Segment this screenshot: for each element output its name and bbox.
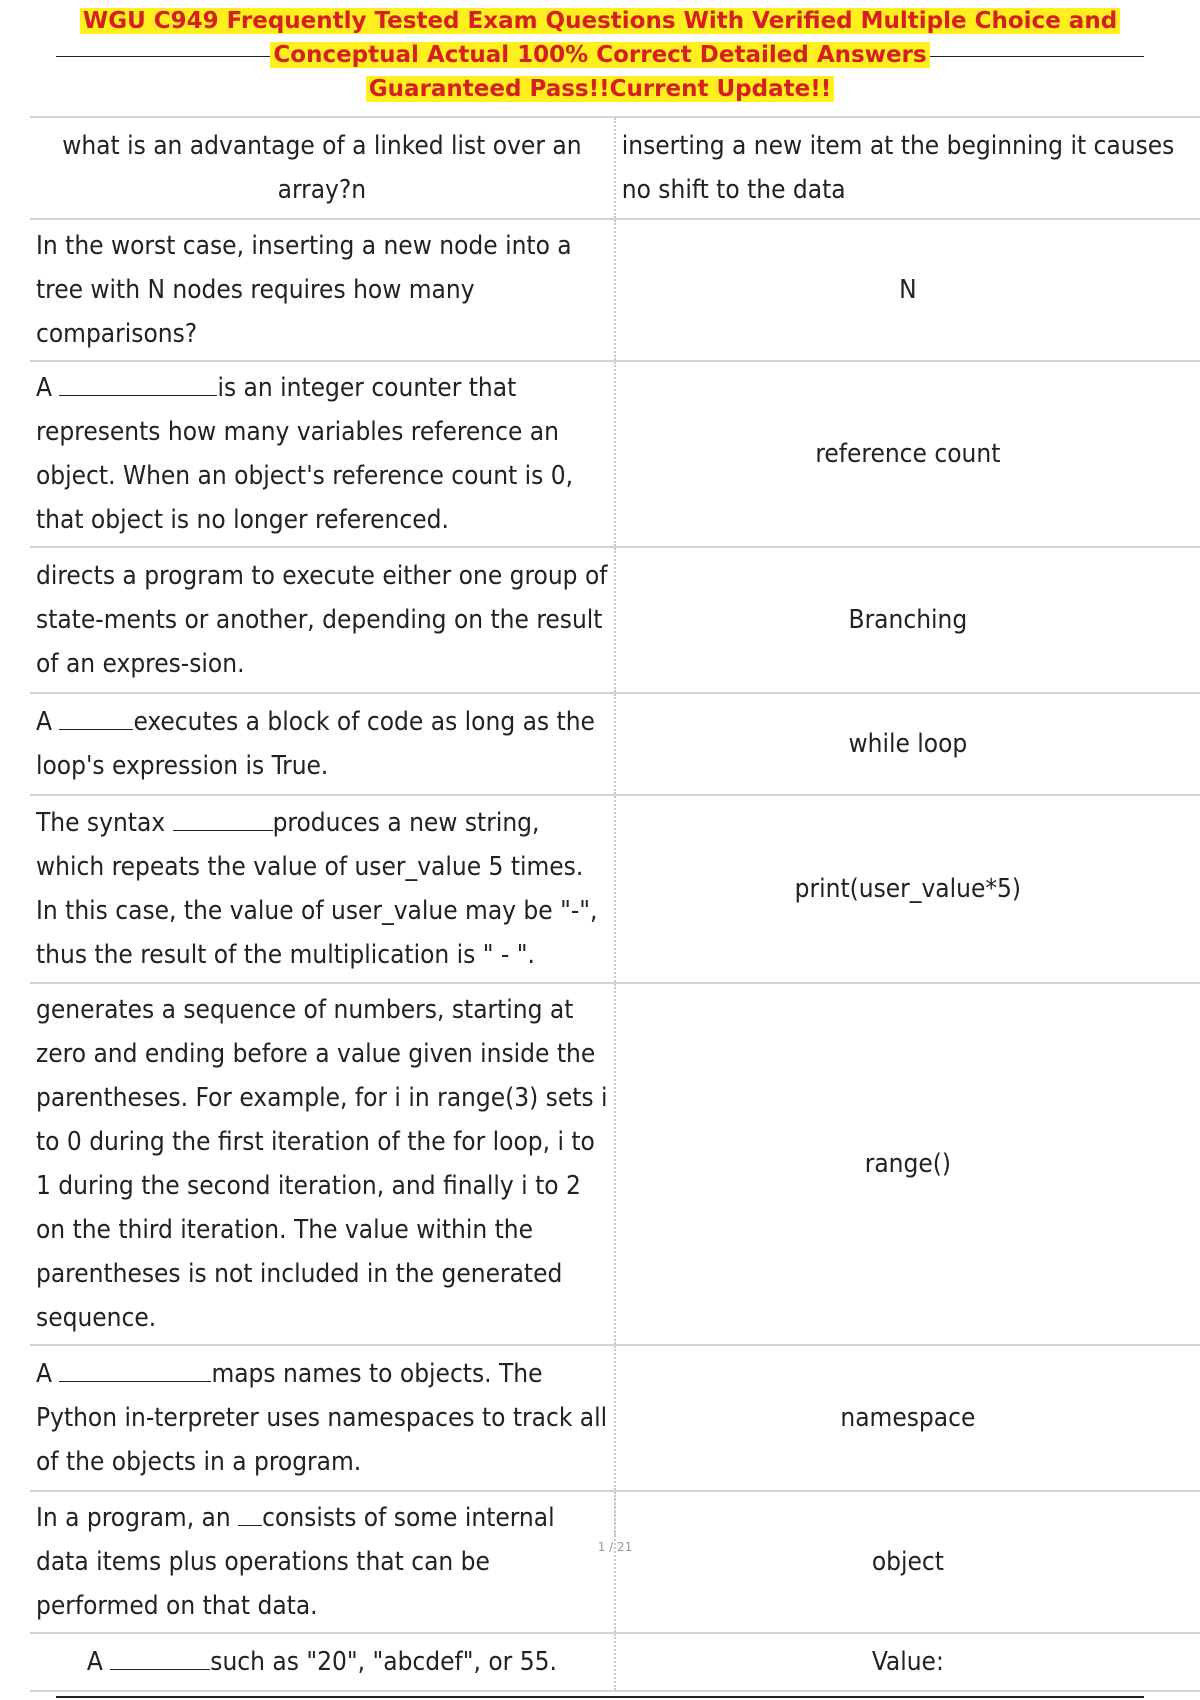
answer-cell bbox=[615, 1491, 1200, 1633]
qa-table bbox=[30, 116, 1200, 1692]
question-cell bbox=[30, 795, 615, 983]
title-line-3 bbox=[0, 72, 1200, 106]
question-text-start: The syntax bbox=[36, 808, 166, 838]
question-cell bbox=[30, 219, 615, 361]
answer-cell bbox=[615, 1633, 1200, 1691]
answer-cell bbox=[615, 547, 1200, 693]
question-text-start: A bbox=[86, 1647, 103, 1677]
question-text-start: A bbox=[36, 707, 52, 737]
fill-in-blank bbox=[59, 701, 133, 730]
question-text: In the worst case, inserting a new node into a tree with N nodes requires how many comparisons? bbox=[36, 231, 572, 349]
table-row bbox=[30, 795, 1200, 983]
question-text-end: maps names to objects. The Python in-terpreter uses namespaces to track all of the objects in a program. bbox=[36, 1359, 608, 1477]
fill-in-blank bbox=[173, 802, 273, 831]
question-text: directs a program to execute either one group of state-ments or another, depending on the result of an expres-sion. bbox=[36, 561, 608, 679]
question-cell bbox=[30, 117, 615, 219]
answer-text: inserting a new item at the beginning it causes no shift to the data bbox=[621, 131, 1175, 205]
fill-in-blank bbox=[110, 1641, 210, 1670]
question-text-end: produces a new string, which repeats the value of user_value 5 times. In this case, the value of user_value may be "-", thus the result of the multiplication is " - ". bbox=[36, 808, 598, 970]
question-cell bbox=[30, 1633, 615, 1691]
table-row bbox=[30, 983, 1200, 1345]
title-text-2: Conceptual Actual 100% Correct Detailed Answers bbox=[270, 42, 929, 68]
table-row bbox=[30, 1633, 1200, 1691]
title-text-1: WGU C949 Frequently Tested Exam Questions With Verified Multiple Choice and bbox=[80, 8, 1120, 34]
answer-text: reference count bbox=[815, 439, 1001, 469]
fill-in-blank bbox=[238, 1497, 262, 1526]
answer-text: object bbox=[871, 1547, 944, 1577]
answer-text: range() bbox=[864, 1149, 951, 1179]
question-text-end: executes a block of code as long as the loop's expression is True. bbox=[36, 707, 595, 781]
question-text: generates a sequence of numbers, starting at zero and ending before a value given inside the parentheses. For example, for i in range(3) sets i to 0 during the first iteration of the for loop, i to 1 during the second iteration, and finally i to 2 on the third iteration. The value within the parentheses is not included in the generated sequence. bbox=[36, 995, 608, 1333]
fill-in-blank bbox=[59, 367, 217, 396]
title-line-2 bbox=[0, 38, 1200, 72]
page-number: 1 / 21 bbox=[597, 1540, 633, 1554]
question-text-end: is an integer counter that represents how many variables reference an object. When an object's reference count is 0, that object is no longer referenced. bbox=[36, 373, 574, 535]
answer-cell bbox=[615, 795, 1200, 983]
fill-in-blank bbox=[59, 1353, 211, 1382]
question-text-end: consists of some internal data items plus operations that can be performed on that data. bbox=[36, 1503, 555, 1621]
question-cell bbox=[30, 1491, 615, 1633]
footer-rule bbox=[56, 1696, 1144, 1698]
question-cell bbox=[30, 361, 615, 547]
answer-text: N bbox=[899, 275, 917, 305]
question-text-start: In a program, an bbox=[36, 1503, 231, 1533]
column-divider-tail bbox=[614, 1495, 616, 1535]
title-line-1 bbox=[0, 4, 1200, 38]
question-cell bbox=[30, 693, 615, 795]
answer-text: namespace bbox=[840, 1403, 976, 1433]
question-text-start: A bbox=[36, 373, 52, 403]
question-cell bbox=[30, 547, 615, 693]
question-cell bbox=[30, 1345, 615, 1491]
table-row bbox=[30, 219, 1200, 361]
question-cell bbox=[30, 983, 615, 1345]
question-text-start: A bbox=[36, 1359, 52, 1389]
table-row bbox=[30, 361, 1200, 547]
answer-text: print(user_value*5) bbox=[794, 874, 1022, 904]
answer-cell bbox=[615, 117, 1200, 219]
answer-text: Value: bbox=[871, 1647, 944, 1677]
answer-cell bbox=[615, 219, 1200, 361]
answer-cell bbox=[615, 1345, 1200, 1491]
answer-cell bbox=[615, 361, 1200, 547]
document-header bbox=[0, 4, 1200, 106]
question-text-end: such as "20", "abcdef", or 55. bbox=[210, 1647, 557, 1677]
title-text-3: Guaranteed Pass!!Current Update!! bbox=[366, 76, 834, 102]
answer-text: Branching bbox=[848, 605, 968, 635]
table-row bbox=[30, 117, 1200, 219]
answer-cell bbox=[615, 693, 1200, 795]
question-text: what is an advantage of a linked list over an array?n bbox=[62, 131, 582, 205]
answer-cell bbox=[615, 983, 1200, 1345]
answer-text: while loop bbox=[848, 729, 968, 759]
table-row bbox=[30, 547, 1200, 693]
table-row bbox=[30, 693, 1200, 795]
table-row bbox=[30, 1345, 1200, 1491]
